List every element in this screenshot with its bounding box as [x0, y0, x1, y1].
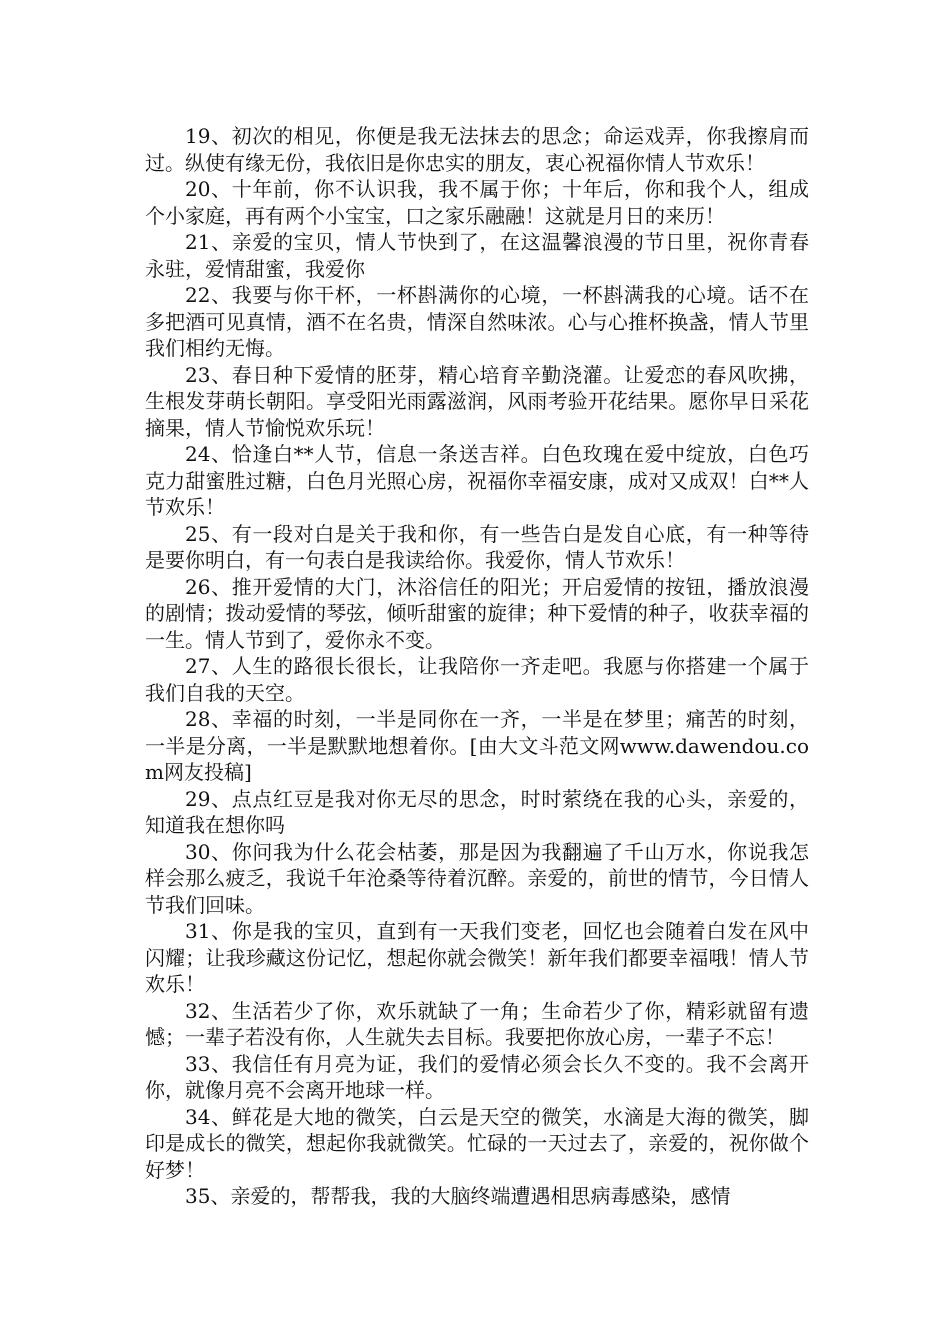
paragraph-33: 33、我信任有月亮为证，我们的爱情必须会长久不变的。我不会离开你，就像月亮不会离开地球一样。	[145, 1051, 809, 1102]
paragraph-34: 34、鲜花是大地的微笑，白云是天空的微笑，水滴是大海的微笑，脚印是成长的微笑，想起你我就微笑。忙碌的一天过去了，亲爱的，祝你做个好梦！	[145, 1104, 809, 1182]
paragraph-23: 23、春日种下爱情的胚芽，精心培育辛勤浇灌。让爱恋的春风吹拂，生根发芽萌长朝阳。享受阳光雨露滋润，风雨考验开花结果。愿你早日采花摘果，情人节愉悦欢乐玩！	[145, 362, 809, 440]
paragraph-21: 21、亲爱的宝贝，情人节快到了，在这温馨浪漫的节日里，祝你青春永驻，爱情甜蜜，我爱你	[145, 230, 809, 281]
paragraph-24: 24、恰逢白**人节，信息一条送吉祥。白色玫瑰在爱中绽放，白色巧克力甜蜜胜过糖，白色月光照心房，祝福你幸福安康，成对又成双！白**人节欢乐！	[145, 442, 809, 519]
paragraph-26: 26、推开爱情的大门，沐浴信任的阳光；开启爱情的按钮，播放浪漫的剧情；拨动爱情的琴弦，倾听甜蜜的旋律；种下爱情的种子，收获幸福的一生。情人节到了，爱你永不变。	[145, 574, 809, 652]
paragraph-28: 28、幸福的时刻，一半是同你在一齐，一半是在梦里；痛苦的时刻，一半是分离，一半是默默地想着你。[由大文斗范文网www.dawendou.com网友投稿]	[145, 707, 809, 784]
paragraph-32: 32、生活若少了你，欢乐就缺了一角；生命若少了你，精彩就留有遗憾；一辈子若没有你，人生就失去目标。我要把你放心房，一辈子不忘！	[145, 998, 809, 1049]
paragraph-29: 29、点点红豆是我对你无尽的思念，时时萦绕在我的心头，亲爱的，知道我在想你吗	[145, 786, 809, 837]
paragraph-27: 27、人生的路很长很长，让我陪你一齐走吧。我愿与你搭建一个属于我们自我的天空。	[145, 654, 809, 705]
paragraph-22: 22、我要与你干杯，一杯斟满你的心境，一杯斟满我的心境。话不在多把酒可见真情，酒不在名贵，情深自然味浓。心与心推杯换盏，情人节里我们相约无悔。	[145, 283, 809, 360]
document-body	[145, 123, 809, 1210]
paragraph-25: 25、有一段对白是关于我和你，有一些告白是发自心底，有一种等待是要你明白，有一句表白是我读给你。我爱你，情人节欢乐！	[145, 521, 809, 572]
paragraph-30: 30、你问我为什么花会枯萎，那是因为我翻遍了千山万水，你说我怎样会那么疲乏，我说千年沧桑等待着沉醉。亲爱的，前世的情节，今日情人节我们回味。	[145, 839, 809, 917]
paragraph-31: 31、你是我的宝贝，直到有一天我们变老，回忆也会随着白发在风中闪耀；让我珍藏这份记忆，想起你就会微笑！新年我们都要幸福哦！情人节欢乐！	[145, 919, 809, 996]
paragraph-19: 19、初次的相见，你便是我无法抹去的思念；命运戏弄，你我擦肩而过。纵使有缘无份，我依旧是你忠实的朋友，衷心祝福你情人节欢乐！	[145, 124, 809, 175]
paragraph-20: 20、十年前，你不认识我，我不属于你；十年后，你和我个人，组成个小家庭，再有两个小宝宝，口之家乐融融！这就是月日的来历！	[145, 177, 809, 228]
paragraph-35: 35、亲爱的，帮帮我，我的大脑终端遭遇相思病毒感染，感情	[185, 1184, 731, 1208]
